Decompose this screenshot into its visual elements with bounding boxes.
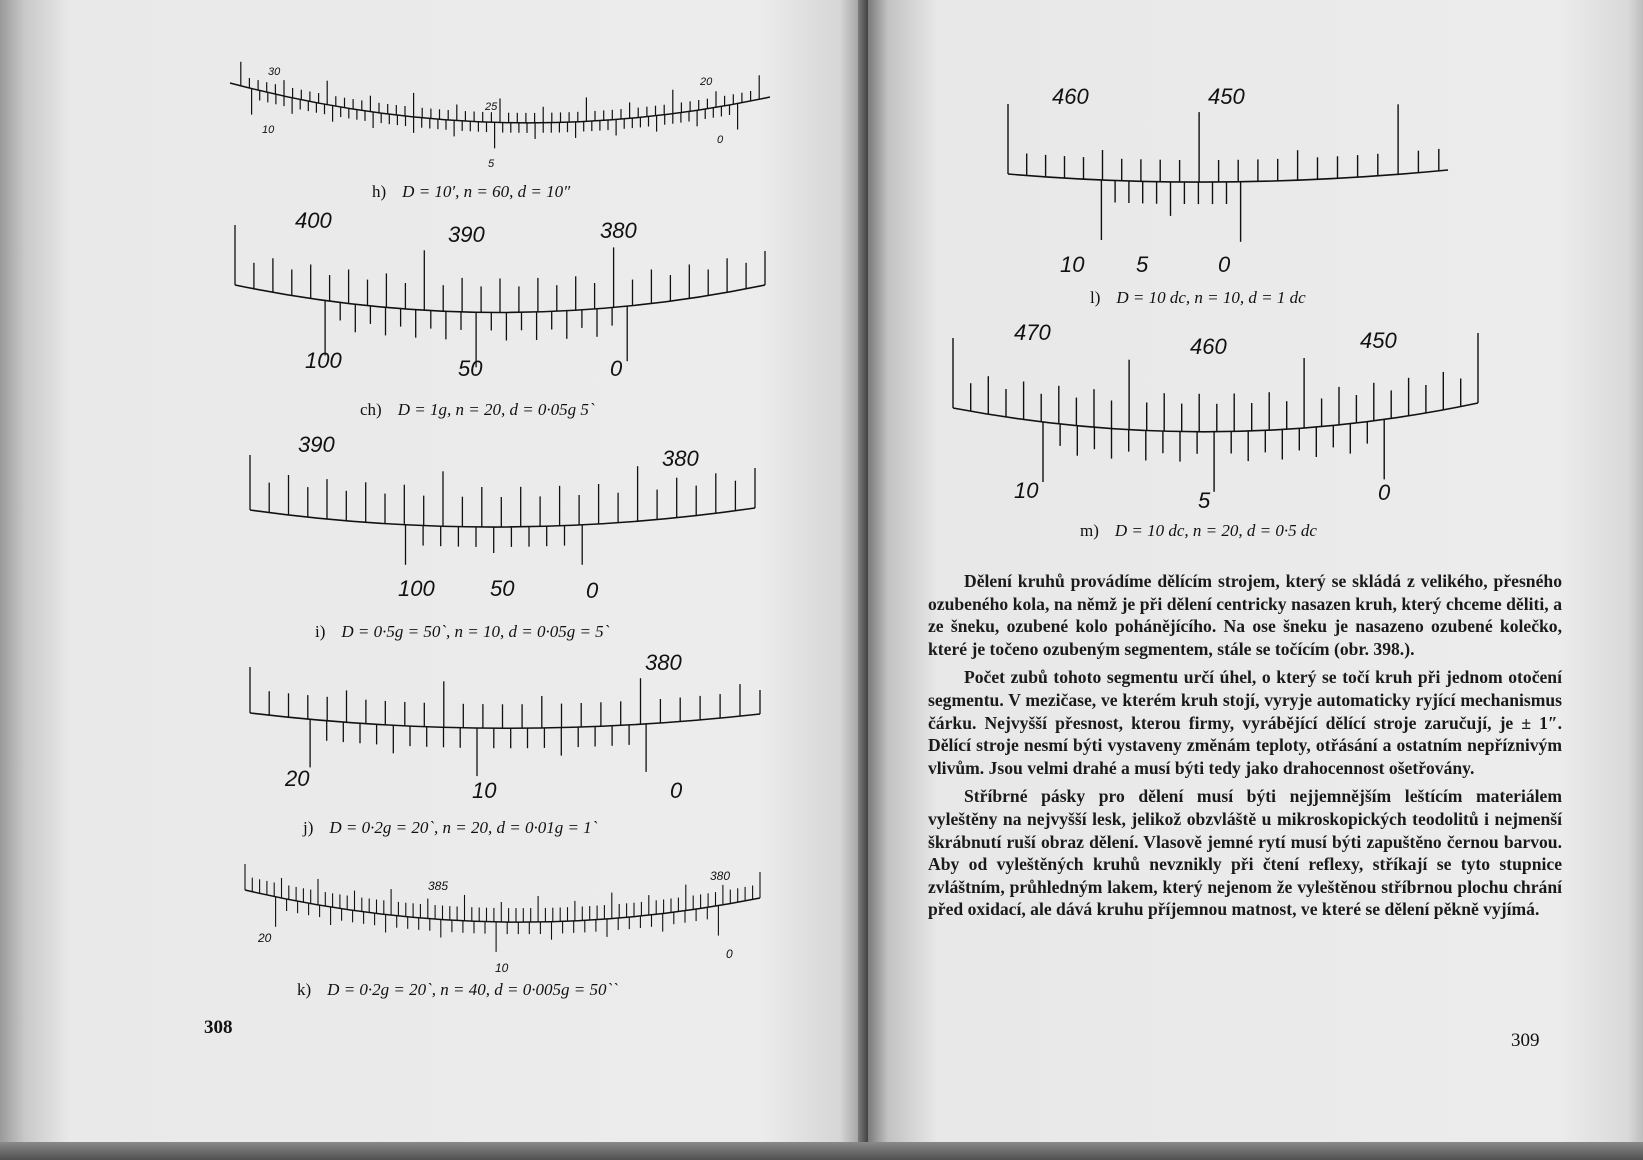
caption-m (1080, 521, 1317, 541)
scale-j-label-10: 10 (472, 778, 497, 803)
scale-figure-l (1008, 82, 1528, 282)
caption-k (297, 980, 618, 1000)
scale-j-label-20: 20 (285, 766, 310, 791)
caption-i (315, 622, 609, 642)
scale-figure-m (948, 318, 1508, 518)
scale-k-ticks (245, 864, 760, 952)
scale-i-label-380: 380 (662, 446, 699, 471)
scale-l-label-0: 0 (1218, 252, 1231, 277)
caption-j (303, 818, 597, 838)
scale-ch-ticks (235, 225, 765, 367)
scale-h-label-5: 5 (488, 158, 495, 170)
scale-i-label-0: 0 (586, 578, 599, 603)
caption-k-label: k) (297, 980, 312, 999)
scale-k-label-385: 385 (428, 879, 449, 893)
caption-h (372, 182, 570, 202)
scale-figure-i (240, 430, 780, 610)
scale-k-arc (245, 890, 760, 922)
caption-m-formula: D = 10 dc, n = 20, d = 0·5 dc (1114, 521, 1317, 540)
scale-l-arc (1008, 170, 1448, 182)
page-number-left: 308 (204, 1017, 233, 1038)
scale-h-lower-ticks (252, 89, 738, 149)
scale-ch-label-100: 100 (305, 348, 342, 373)
scale-figure-k (240, 860, 780, 980)
caption-j-formula: D = 0·2g = 20`, n = 20, d = 0·01g = 1` (329, 818, 598, 837)
scale-ch-label-50: 50 (458, 356, 483, 381)
scale-ch-label-390: 390 (448, 222, 485, 247)
caption-i-label: i) (315, 622, 326, 641)
caption-i-formula: D = 0·5g = 50`, n = 10, d = 0·05g = 5` (341, 622, 610, 641)
book-bottom-edge (0, 1142, 1643, 1160)
scale-h-label-25: 25 (485, 101, 498, 113)
scale-k-label-20: 20 (258, 931, 272, 945)
caption-l-label: l) (1090, 288, 1101, 307)
body-text (928, 570, 1562, 927)
scale-i-label-390: 390 (298, 432, 335, 457)
caption-l (1090, 288, 1306, 308)
scale-l-label-10: 10 (1060, 252, 1085, 277)
scale-m-arc (953, 403, 1478, 432)
caption-j-label: j) (303, 818, 314, 837)
scale-l-label-450: 450 (1208, 84, 1245, 109)
caption-h-formula: D = 10′, n = 60, d = 10″ (402, 182, 571, 201)
scale-h-label-20: 20 (700, 76, 713, 88)
paragraph-3: Stříbrné pásky pro dělení musí býti nejjemnějším leštícím materiálem vyleštěny na nejvyšší lesk, jelikož obzvláště u mikroskopických teodolitů i nejmenší škrábnutí ruší obraz dělení. Vlasově jemné rytí musí býti zapuštěno černou barvou. Aby od vyleštěných kruhů nevznikly při čtení reflexy, stříkají se tyto stupnice zvláštním, průhledným lakem, který nejenom že vyleštěnou stříbrnou plochu chrání před oxidací, ale dává kruhu příjemnou matnost, ve které se dělení pěkně vyjímá. (928, 786, 1562, 920)
paragraph-2: Počet zubů tohoto segmentu určí úhel, o který se točí kruh při jednom otočení segmentu. V mezičase, ve kterém kruh stojí, vyryje automaticky ryjící mechanismus čárku. Nejvyšší přesnost, kterou firmy, vyrábějící dělící stroje zaručují, je ± 1″. Dělící stroje nesmí býti vystaveny změnám teploty, otřásání a ostatním nepříznivým vlivům. Jsou velmi drahé a musí býti tedy jako drahocennost ošetřovány. (928, 667, 1562, 778)
scale-i-ticks (250, 455, 755, 565)
right-page (868, 0, 1643, 1160)
scale-l-label-5: 5 (1136, 252, 1149, 277)
scale-ch-label-0: 0 (610, 356, 623, 381)
scale-m-label-5: 5 (1198, 488, 1211, 513)
caption-ch-label: ch) (360, 400, 382, 419)
scale-i-label-100: 100 (398, 576, 435, 601)
scale-i-label-50: 50 (490, 576, 515, 601)
scale-l-ticks (1008, 104, 1439, 242)
scale-m-label-450: 450 (1360, 328, 1397, 353)
caption-ch (360, 400, 595, 420)
caption-ch-formula: D = 1g, n = 20, d = 0·05g 5` (397, 400, 595, 419)
scale-j-label-0: 0 (670, 778, 683, 803)
scale-m-label-10: 10 (1014, 478, 1039, 503)
scale-h-label-10: 10 (262, 124, 275, 136)
caption-h-label: h) (372, 182, 387, 201)
scale-j-label-380: 380 (645, 650, 682, 675)
scale-i-arc (250, 508, 755, 527)
scale-ch-label-400: 400 (295, 208, 332, 233)
caption-k-formula: D = 0·2g = 20`, n = 40, d = 0·005g = 50`` (327, 980, 618, 999)
caption-l-formula: D = 10 dc, n = 10, d = 1 dc (1116, 288, 1306, 307)
scale-ch-label-380: 380 (600, 218, 637, 243)
page-number-right: 309 (1511, 1030, 1540, 1051)
scale-h-label-30: 30 (268, 66, 281, 78)
scale-figure-h (230, 55, 790, 175)
scale-figure-j (240, 648, 780, 813)
scale-k-label-10: 10 (495, 961, 509, 975)
scale-h-label-0: 0 (717, 134, 724, 146)
scale-k-label-380: 380 (710, 869, 731, 883)
scale-m-label-0: 0 (1378, 480, 1391, 505)
scale-figure-ch (230, 210, 790, 380)
scale-l-label-460: 460 (1052, 84, 1089, 109)
scale-k-label-0: 0 (726, 947, 733, 961)
caption-m-label: m) (1080, 521, 1099, 540)
paragraph-1: Dělení kruhů provádíme dělícím strojem, který se skládá z velikého, přesného ozubeného kola, na němž je při dělení centricky nasazen kruh, který chceme děliti, a ze šneku, ozubené kolo pohánějícího. Na ose šneku je nasazeno ozubené kolečko, které je točeno ozubeným segmentem, stále se točícím (obr. 398.). (928, 571, 1562, 659)
scale-m-label-470: 470 (1014, 320, 1051, 345)
scale-m-label-460: 460 (1190, 334, 1227, 359)
